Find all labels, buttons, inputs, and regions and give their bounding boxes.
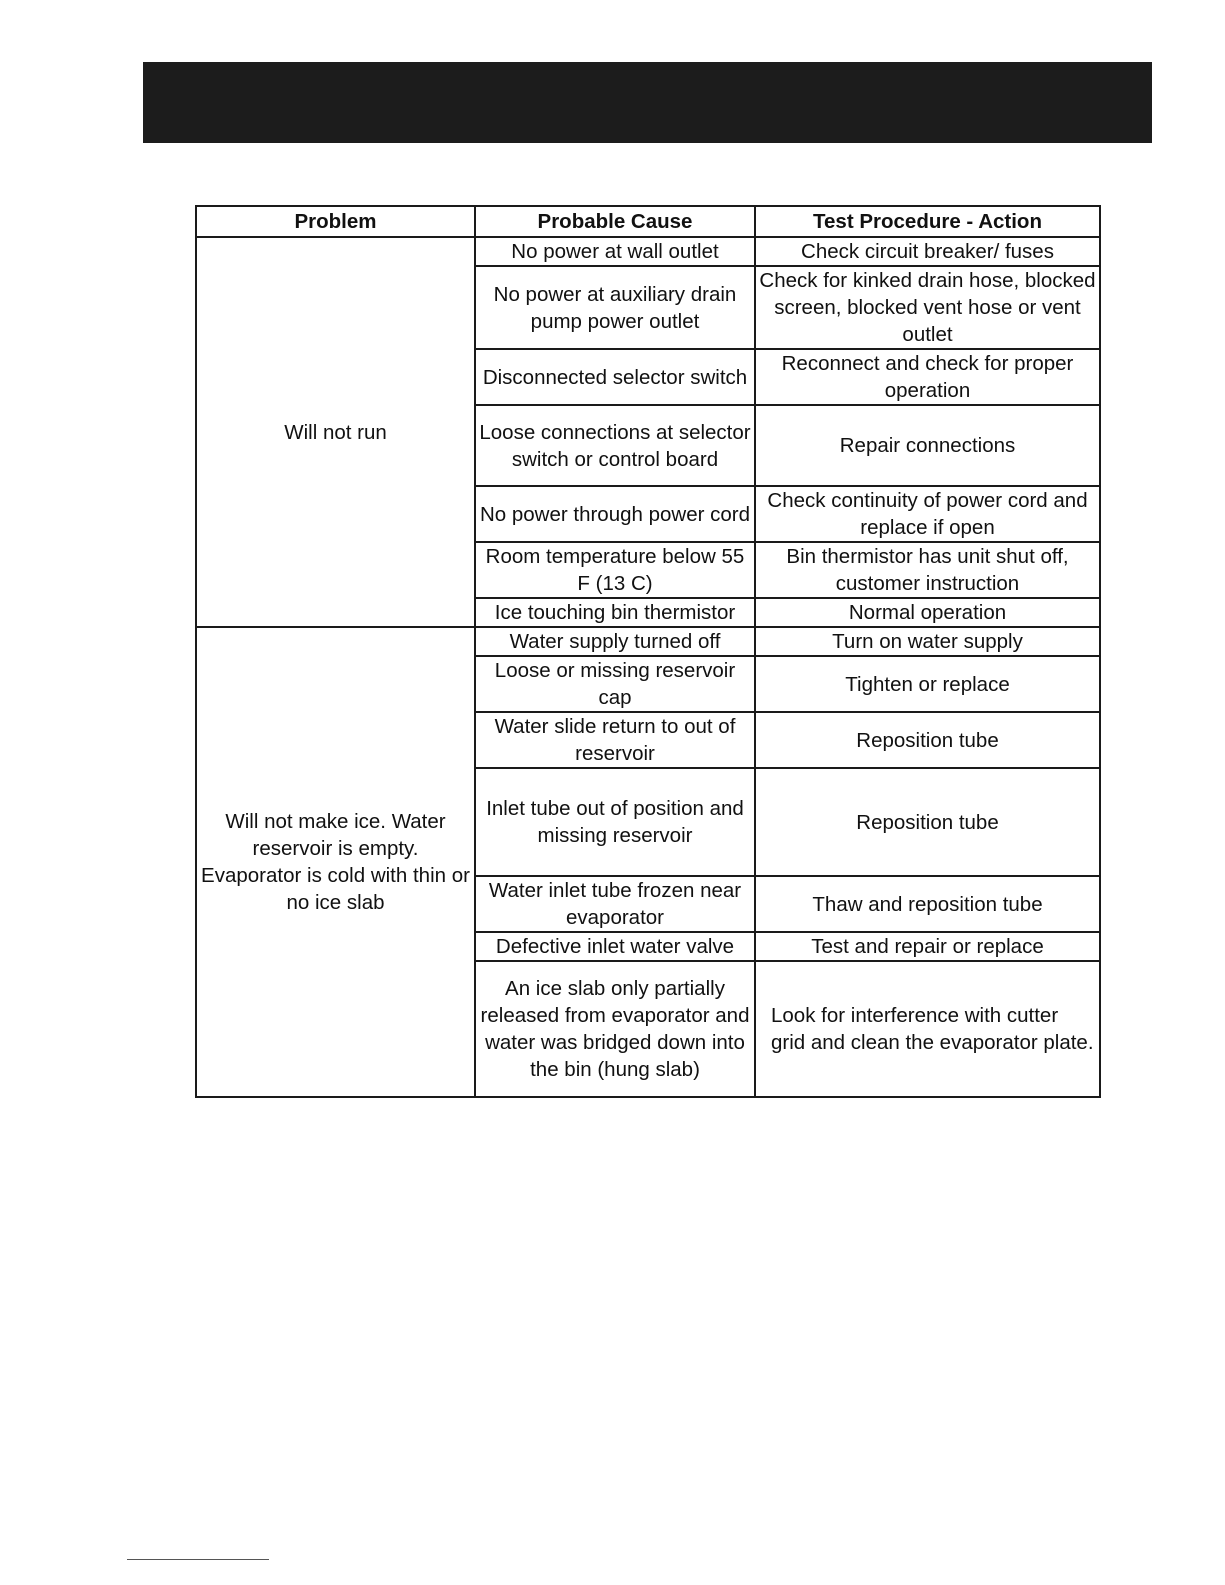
cause-cell: No power at auxiliary drain pump power outlet <box>475 266 755 349</box>
action-cell: Turn on water supply <box>755 627 1100 656</box>
cause-cell: Loose connections at selector switch or control board <box>475 405 755 486</box>
column-header-test-procedure: Test Procedure - Action <box>755 206 1100 237</box>
action-cell: Normal operation <box>755 598 1100 627</box>
column-header-probable-cause: Probable Cause <box>475 206 755 237</box>
cause-cell: Water supply turned off <box>475 627 755 656</box>
troubleshooting-table <box>195 205 1101 1098</box>
action-cell: Tighten or replace <box>755 656 1100 712</box>
table-header-row <box>196 206 1100 237</box>
cause-cell: Loose or missing reservoir cap <box>475 656 755 712</box>
action-cell: Check circuit breaker/ fuses <box>755 237 1100 266</box>
header-bar <box>143 62 1152 143</box>
footer-rule <box>127 1559 269 1560</box>
cause-cell: Water slide return to out of reservoir <box>475 712 755 768</box>
cause-cell: No power at wall outlet <box>475 237 755 266</box>
column-header-problem: Problem <box>196 206 475 237</box>
cause-cell: Water inlet tube frozen near evaporator <box>475 876 755 932</box>
action-cell: Test and repair or replace <box>755 932 1100 961</box>
action-cell: Look for interference with cutter grid and clean the evaporator plate. <box>755 961 1100 1097</box>
action-cell: Bin thermistor has unit shut off, customer instruction <box>755 542 1100 598</box>
action-cell: Check continuity of power cord and replace if open <box>755 486 1100 542</box>
cause-cell: No power through power cord <box>475 486 755 542</box>
action-cell: Reposition tube <box>755 712 1100 768</box>
problem-cell: Will not run <box>196 237 475 627</box>
table-row <box>196 237 1100 266</box>
problem-cell: Will not make ice. Water reservoir is empty. Evaporator is cold with thin or no ice slab <box>196 627 475 1097</box>
cause-cell: Room temperature below 55 F (13 C) <box>475 542 755 598</box>
action-cell: Check for kinked drain hose, blocked screen, blocked vent hose or vent outlet <box>755 266 1100 349</box>
cause-cell: Disconnected selector switch <box>475 349 755 405</box>
cause-cell: Defective inlet water valve <box>475 932 755 961</box>
cause-cell: An ice slab only partially released from evaporator and water was bridged down into the bin (hung slab) <box>475 961 755 1097</box>
action-cell: Reconnect and check for proper operation <box>755 349 1100 405</box>
table-row <box>196 627 1100 656</box>
cause-cell: Ice touching bin thermistor <box>475 598 755 627</box>
action-cell: Thaw and reposition tube <box>755 876 1100 932</box>
action-cell: Repair connections <box>755 405 1100 486</box>
cause-cell: Inlet tube out of position and missing reservoir <box>475 768 755 876</box>
action-cell: Reposition tube <box>755 768 1100 876</box>
